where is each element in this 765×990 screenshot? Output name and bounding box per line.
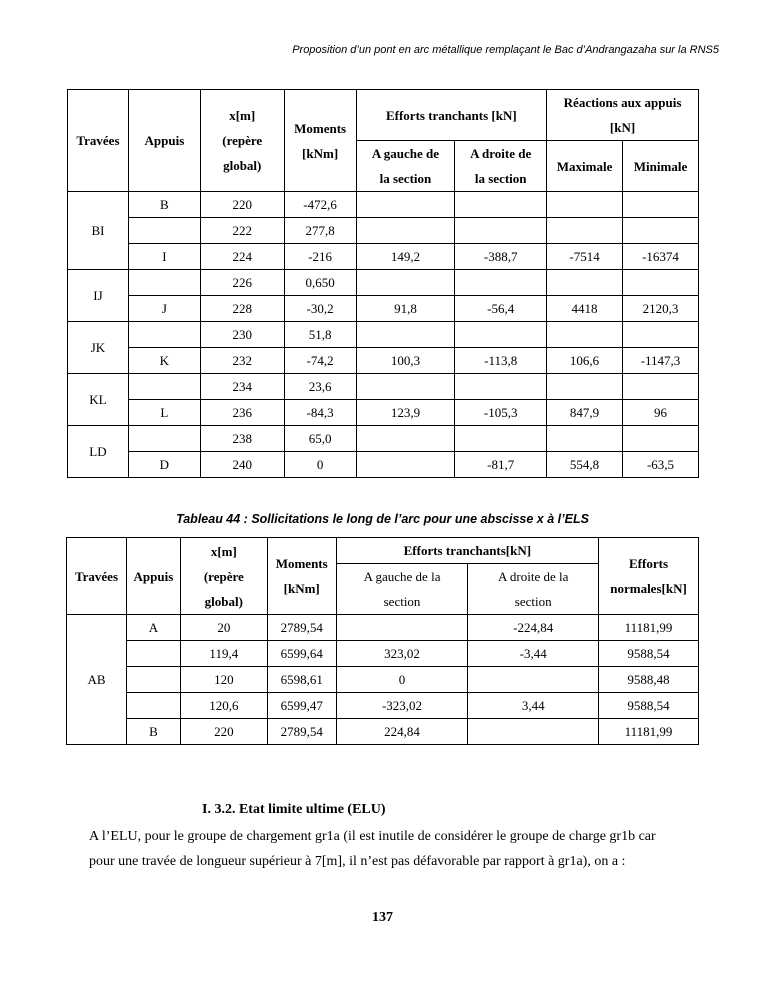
header-moments-line1: Moments xyxy=(294,120,347,136)
cell-appui xyxy=(128,374,200,400)
running-header: Proposition d’un pont en arc métallique remplaçant le Bac d’Andrangazaha sur la RNS5 xyxy=(292,44,719,56)
header2-droite-line1: A droite de la xyxy=(497,569,569,584)
header-gauche xyxy=(356,141,455,192)
header2-moments-line2: [kNm] xyxy=(283,581,320,596)
header2-normaux-line2: normales[kN] xyxy=(610,581,687,596)
table-row xyxy=(67,693,699,719)
header2-efforts-tranchants: Efforts tranchants[kN] xyxy=(336,538,598,564)
header-minimale: Minimale xyxy=(623,141,699,192)
cell-max xyxy=(547,218,623,244)
header-droite-line1: A droite de xyxy=(470,146,532,161)
cell-appui xyxy=(126,667,180,693)
table-row xyxy=(68,426,699,452)
header-droite-line2: la section xyxy=(474,171,527,186)
cell-max xyxy=(547,270,623,296)
header2-appuis: Appuis xyxy=(126,538,180,615)
cell-min xyxy=(623,270,699,296)
table-row xyxy=(68,192,699,218)
cell-droite xyxy=(468,667,599,693)
cell-max: 554,8 xyxy=(547,452,623,478)
header-x-line2: (repère xyxy=(222,133,263,148)
cell-moment: 51,8 xyxy=(284,322,356,348)
cell-min xyxy=(623,322,699,348)
cell-x: 238 xyxy=(200,426,284,452)
header2-x-line3: global) xyxy=(204,593,243,609)
cell-appui: B xyxy=(126,719,180,745)
cell-travee: IJ xyxy=(68,270,129,322)
cell-appui xyxy=(128,322,200,348)
table-row xyxy=(68,348,699,374)
table2-body xyxy=(67,615,699,745)
cell-gauche: 100,3 xyxy=(356,348,455,374)
cell-travee: KL xyxy=(68,374,129,426)
cell-gauche xyxy=(356,218,455,244)
cell-min: -1147,3 xyxy=(623,348,699,374)
cell-x: 220 xyxy=(180,719,267,745)
table-row xyxy=(68,400,699,426)
table-row xyxy=(67,641,699,667)
cell-gauche: 149,2 xyxy=(356,244,455,270)
header2-x xyxy=(180,538,267,615)
cell-droite xyxy=(455,270,547,296)
header-efforts-tranchants: Efforts tranchants [kN] xyxy=(356,90,547,141)
table-row xyxy=(68,374,699,400)
header-maximale: Maximale xyxy=(547,141,623,192)
header-gauche-line2: la section xyxy=(379,171,432,186)
cell-moment: -74,2 xyxy=(284,348,356,374)
table-row xyxy=(68,270,699,296)
header-appuis: Appuis xyxy=(128,90,200,192)
header2-travees: Travées xyxy=(67,538,127,615)
table-row xyxy=(68,296,699,322)
cell-min: 2120,3 xyxy=(623,296,699,322)
cell-gauche: 91,8 xyxy=(356,296,455,322)
cell-x: 20 xyxy=(180,615,267,641)
cell-min: 96 xyxy=(623,400,699,426)
header-moments xyxy=(284,90,356,192)
cell-x: 236 xyxy=(200,400,284,426)
header-travees: Travées xyxy=(68,90,129,192)
cell-moment: 277,8 xyxy=(284,218,356,244)
header-x-line3: global) xyxy=(223,158,262,173)
cell-gauche xyxy=(356,270,455,296)
section-heading: I. 3.2. Etat limite ultime (ELU) xyxy=(202,802,386,817)
cell-min xyxy=(623,218,699,244)
cell-gauche xyxy=(336,615,468,641)
cell-min: -16374 xyxy=(623,244,699,270)
cell-appui: D xyxy=(128,452,200,478)
cell-min xyxy=(623,192,699,218)
table-row xyxy=(67,615,699,641)
cell-min: -63,5 xyxy=(623,452,699,478)
cell-appui xyxy=(126,641,180,667)
header-reactions-line2: [kN] xyxy=(609,120,636,135)
cell-x: 119,4 xyxy=(180,641,267,667)
cell-x: 120,6 xyxy=(180,693,267,719)
table-row xyxy=(68,244,699,270)
cell-moment: 23,6 xyxy=(284,374,356,400)
header-moments-line2: [kNm] xyxy=(302,145,339,161)
cell-droite: -224,84 xyxy=(468,615,599,641)
cell-moment: 65,0 xyxy=(284,426,356,452)
cell-droite xyxy=(468,719,599,745)
cell-moment: 0 xyxy=(284,452,356,478)
cell-max xyxy=(547,322,623,348)
cell-max xyxy=(547,426,623,452)
cell-moment: 6598,61 xyxy=(267,667,336,693)
cell-droite: -81,7 xyxy=(455,452,547,478)
table-row xyxy=(68,452,699,478)
cell-appui: J xyxy=(128,296,200,322)
cell-x: 120 xyxy=(180,667,267,693)
header2-x-line1: x[m] xyxy=(210,543,237,559)
cell-x: 228 xyxy=(200,296,284,322)
cell-gauche xyxy=(356,452,455,478)
header-droite xyxy=(455,141,547,192)
cell-gauche xyxy=(356,426,455,452)
cell-appui: I xyxy=(128,244,200,270)
cell-droite xyxy=(455,218,547,244)
table-efforts-elu-arc xyxy=(67,89,699,478)
header2-moments xyxy=(267,538,336,615)
cell-x: 220 xyxy=(200,192,284,218)
cell-droite: -56,4 xyxy=(455,296,547,322)
cell-max: 847,9 xyxy=(547,400,623,426)
cell-travee: AB xyxy=(67,615,127,745)
cell-max: -7514 xyxy=(547,244,623,270)
cell-x: 240 xyxy=(200,452,284,478)
cell-moment: -216 xyxy=(284,244,356,270)
table-row xyxy=(67,719,699,745)
cell-moment: -84,3 xyxy=(284,400,356,426)
cell-gauche xyxy=(356,374,455,400)
cell-gauche: 323,02 xyxy=(336,641,468,667)
cell-travee: BI xyxy=(68,192,129,270)
cell-appui xyxy=(128,270,200,296)
table-row xyxy=(68,322,699,348)
cell-droite: -113,8 xyxy=(455,348,547,374)
table-sollicitations-els xyxy=(66,537,699,745)
cell-appui: B xyxy=(128,192,200,218)
cell-droite: -3,44 xyxy=(468,641,599,667)
header-reactions xyxy=(547,90,699,141)
table-row xyxy=(68,218,699,244)
cell-max: 106,6 xyxy=(547,348,623,374)
header-x xyxy=(200,90,284,192)
cell-min xyxy=(623,426,699,452)
cell-droite: -388,7 xyxy=(455,244,547,270)
cell-x: 230 xyxy=(200,322,284,348)
cell-moment: -30,2 xyxy=(284,296,356,322)
cell-appui xyxy=(128,426,200,452)
cell-gauche: 123,9 xyxy=(356,400,455,426)
header2-droite xyxy=(468,564,599,615)
cell-x: 234 xyxy=(200,374,284,400)
cell-normal: 11181,99 xyxy=(599,615,699,641)
cell-gauche xyxy=(356,322,455,348)
header2-droite-line2: section xyxy=(514,594,552,609)
cell-droite xyxy=(455,192,547,218)
header2-efforts-normaux xyxy=(599,538,699,615)
cell-moment: 0,650 xyxy=(284,270,356,296)
cell-appui: A xyxy=(126,615,180,641)
header-reactions-line1: Réactions aux appuis xyxy=(563,95,682,110)
table-caption: Tableau 44 : Sollicitations le long de l’arc pour une abscisse x à l’ELS xyxy=(176,512,589,526)
cell-appui: K xyxy=(128,348,200,374)
header2-normaux-line1: Efforts xyxy=(629,556,669,571)
cell-droite: 3,44 xyxy=(468,693,599,719)
header-x-line1: x[m] xyxy=(229,108,256,123)
cell-droite xyxy=(455,426,547,452)
cell-moment: 2789,54 xyxy=(267,719,336,745)
cell-normal: 9588,48 xyxy=(599,667,699,693)
header2-moments-line1: Moments xyxy=(275,556,328,571)
cell-moment: -472,6 xyxy=(284,192,356,218)
table1-body xyxy=(68,192,699,478)
cell-gauche: 224,84 xyxy=(336,719,468,745)
header-gauche-line1: A gauche de xyxy=(371,146,440,161)
cell-gauche: 0 xyxy=(336,667,468,693)
cell-max: 4418 xyxy=(547,296,623,322)
cell-normal: 9588,54 xyxy=(599,641,699,667)
cell-x: 224 xyxy=(200,244,284,270)
cell-droite xyxy=(455,322,547,348)
table-row xyxy=(67,667,699,693)
cell-max xyxy=(547,374,623,400)
cell-min xyxy=(623,374,699,400)
cell-x: 232 xyxy=(200,348,284,374)
page-number: 137 xyxy=(372,910,393,925)
cell-appui xyxy=(126,693,180,719)
cell-appui xyxy=(128,218,200,244)
cell-x: 222 xyxy=(200,218,284,244)
cell-moment: 6599,47 xyxy=(267,693,336,719)
header2-gauche-line2: section xyxy=(383,594,421,609)
header2-gauche xyxy=(336,564,468,615)
cell-moment: 2789,54 xyxy=(267,615,336,641)
cell-moment: 6599,64 xyxy=(267,641,336,667)
cell-droite xyxy=(455,374,547,400)
cell-x: 226 xyxy=(200,270,284,296)
cell-travee: LD xyxy=(68,426,129,478)
header2-gauche-line1: A gauche de la xyxy=(363,569,441,584)
cell-travee: JK xyxy=(68,322,129,374)
cell-normal: 9588,54 xyxy=(599,693,699,719)
cell-max xyxy=(547,192,623,218)
cell-gauche xyxy=(356,192,455,218)
cell-normal: 11181,99 xyxy=(599,719,699,745)
body-paragraph: A l’ELU, pour le groupe de chargement gr1a (il est inutile de considérer le groupe de charge gr1b car pour une travée de longueur supérieur à 7[m], il n’est pas défavorable par rapport à gr1a), on a : xyxy=(89,829,656,869)
cell-appui: L xyxy=(128,400,200,426)
cell-droite: -105,3 xyxy=(455,400,547,426)
cell-gauche: -323,02 xyxy=(336,693,468,719)
header2-x-line2: (repère xyxy=(203,568,244,584)
